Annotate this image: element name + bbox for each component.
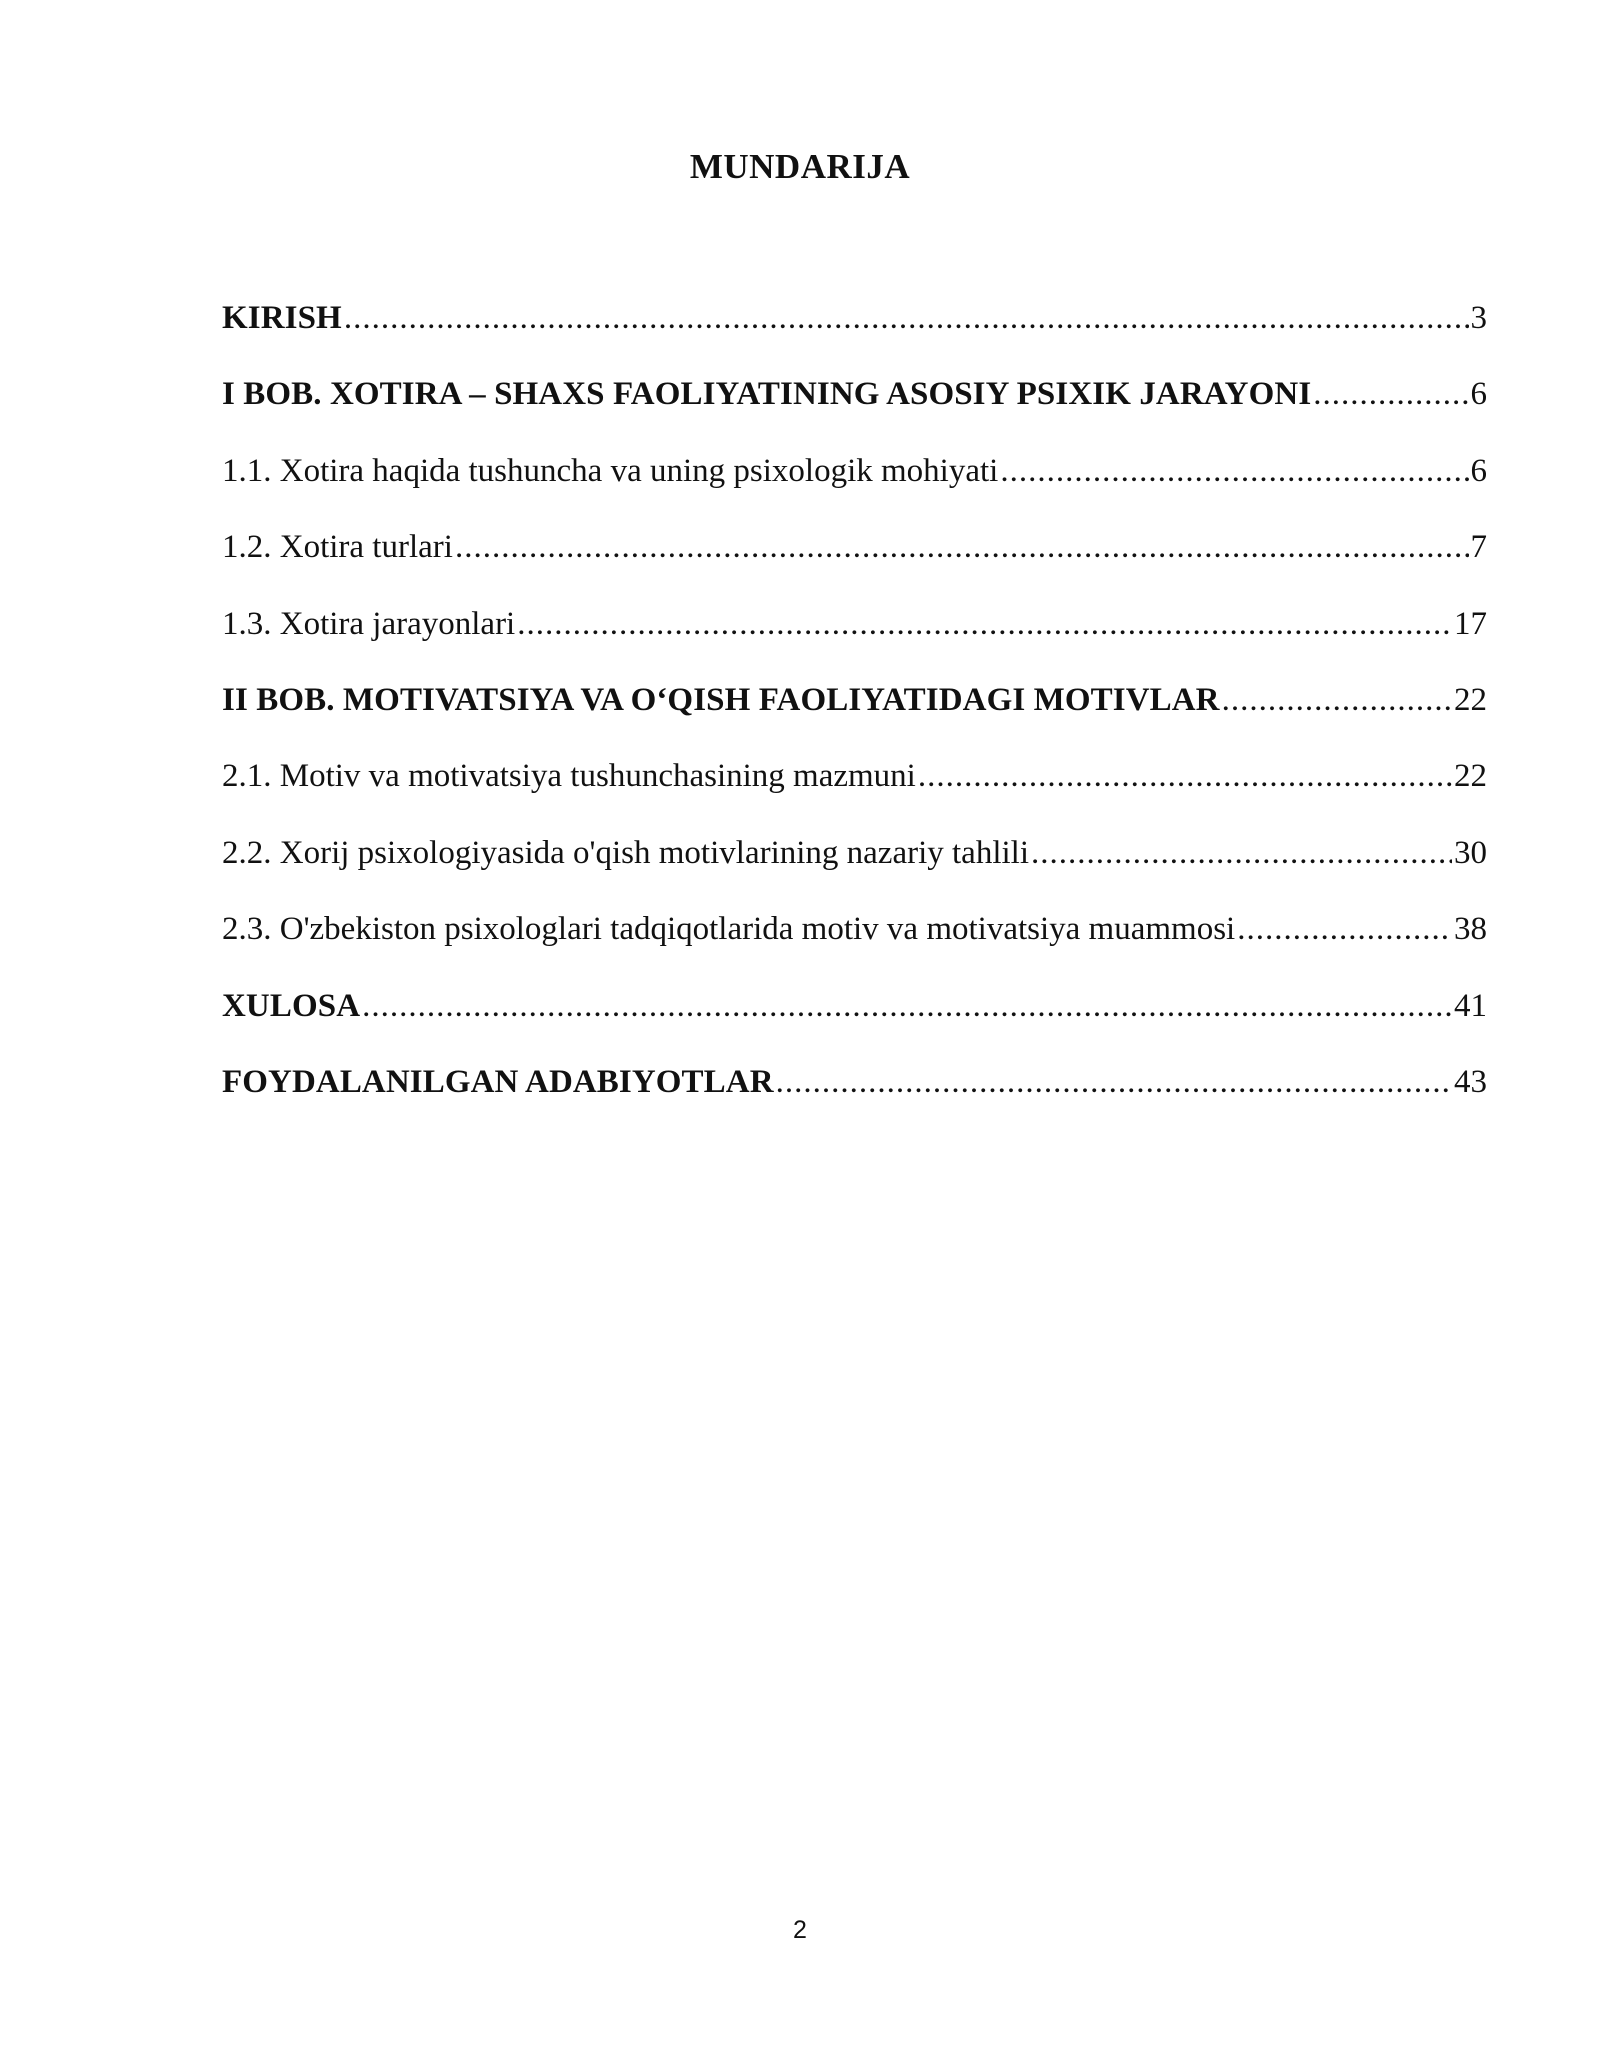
toc-entry-label: 2.2. Xorij psixologiyasida o'qish motivlarining nazariy tahlili <box>222 834 1030 871</box>
toc-entry-section-1-3[interactable] <box>222 606 1487 682</box>
toc-entry-page: 3 <box>1470 300 1487 336</box>
toc-entry-label: 2.3. O'zbekiston psixologlari tadqiqotlarida motiv va motivatsiya muammosi <box>222 911 1236 948</box>
toc-entry-label: 1.1. Xotira haqida tushuncha va uning psixologik mohiyati <box>222 452 999 489</box>
toc-entry-kirish[interactable] <box>222 300 1487 376</box>
toc-entry-page: 41 <box>1454 987 1487 1024</box>
toc-entry-xulosa[interactable] <box>222 988 1487 1064</box>
toc-entry-page: 6 <box>1470 452 1487 489</box>
dot-leader <box>362 988 1452 1025</box>
toc-entry-page: 38 <box>1454 911 1487 948</box>
toc-entry-section-2-3[interactable] <box>222 911 1487 987</box>
toc-entry-page: 22 <box>1454 681 1487 718</box>
toc-entry-page: 30 <box>1454 834 1487 871</box>
toc-entry-label: 1.2. Xotira turlari <box>222 529 453 566</box>
toc-entry-label: FOYDALANILGAN ADABIYOTLAR <box>222 1063 774 1100</box>
dot-leader <box>1313 376 1468 413</box>
dot-leader <box>918 758 1452 795</box>
toc-entry-section-2-2[interactable] <box>222 835 1487 911</box>
dot-leader <box>517 606 1452 643</box>
dot-leader <box>776 1064 1452 1101</box>
dot-leader <box>1031 835 1452 872</box>
dot-leader <box>344 300 1469 337</box>
toc-entry-label: XULOSA <box>222 987 361 1024</box>
page-title: MUNDARIJA <box>689 147 911 186</box>
toc-entry-label: 1.3. Xotira jarayonlari <box>222 605 516 642</box>
toc-entry-page: 22 <box>1454 758 1487 795</box>
toc-entry-chapter-2[interactable] <box>222 682 1487 758</box>
dot-leader <box>455 529 1469 566</box>
toc-entry-page: 17 <box>1454 605 1487 642</box>
toc-entry-references[interactable] <box>222 1064 1487 1140</box>
toc-entry-label: KIRISH <box>222 300 342 336</box>
dot-leader <box>1237 911 1452 948</box>
toc-entry-label: 2.1. Motiv va motivatsiya tushunchasining mazmuni <box>222 758 916 795</box>
toc-entry-page: 7 <box>1470 529 1487 566</box>
page-number: 2 <box>793 1916 807 1944</box>
table-of-contents <box>222 300 1487 1140</box>
dot-leader <box>1222 682 1452 719</box>
toc-entry-section-2-1[interactable] <box>222 758 1487 834</box>
toc-entry-section-1-2[interactable] <box>222 529 1487 605</box>
toc-entry-section-1-1[interactable] <box>222 453 1487 529</box>
dot-leader <box>1000 453 1468 490</box>
toc-entry-label: II BOB. MOTIVATSIYA VA O‘QISH FAOLIYATIDAGI MOTIVLAR <box>222 681 1220 718</box>
toc-entry-chapter-1[interactable] <box>222 376 1487 452</box>
toc-entry-label: I BOB. XOTIRA – SHAXS FAOLIYATINING ASOSIY PSIXIK JARAYONI <box>222 376 1312 413</box>
toc-entry-page: 6 <box>1470 376 1487 413</box>
toc-entry-page: 43 <box>1454 1063 1487 1100</box>
